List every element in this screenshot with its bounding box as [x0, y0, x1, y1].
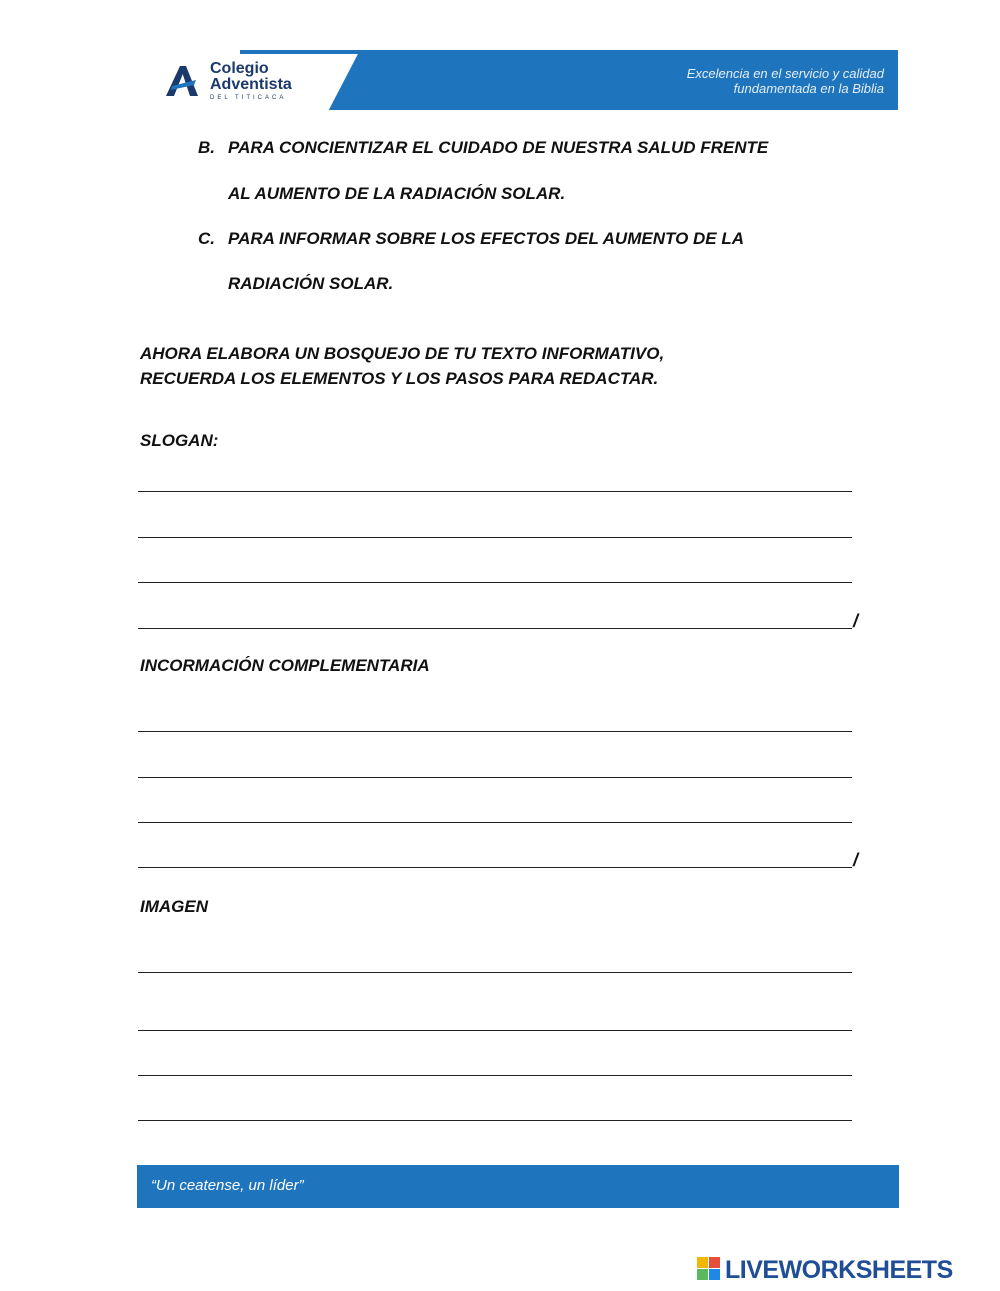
- image-answer-line[interactable]: [138, 1030, 852, 1031]
- college-logo-icon: [162, 64, 202, 98]
- logo-accent-stripe: [240, 50, 360, 54]
- college-name-line3: DEL TITICACA: [210, 95, 287, 101]
- liveworksheets-squares-icon: [697, 1257, 721, 1281]
- image-heading: IMAGEN: [140, 897, 208, 916]
- option-b-line1: PARA CONCIENTIZAR EL CUIDADO DE NUESTRA SALUD FRENTE: [228, 138, 769, 157]
- complementary-info-answer-line[interactable]: [138, 867, 852, 868]
- college-name-line2: Adventista: [210, 76, 292, 93]
- complementary-info-answer-line[interactable]: [138, 731, 852, 732]
- image-answer-line[interactable]: [138, 972, 852, 973]
- slogan-answer-line[interactable]: [138, 628, 852, 629]
- complementary-info-answer-line[interactable]: [138, 777, 852, 778]
- image-answer-line[interactable]: [138, 1075, 852, 1076]
- lw-square: [697, 1269, 708, 1280]
- option-c-line1: PARA INFORMAR SOBRE LOS EFECTOS DEL AUMENTO DE LA: [228, 229, 745, 248]
- lw-square: [697, 1257, 708, 1268]
- motto-line2: fundamentada en la Biblia: [733, 81, 884, 96]
- slogan-end-mark: /: [853, 611, 859, 631]
- slogan-answer-line[interactable]: [138, 491, 852, 492]
- slogan-heading: SLOGAN:: [140, 431, 219, 450]
- college-name-line1: Colegio: [210, 60, 269, 77]
- image-answer-line[interactable]: [138, 1120, 852, 1121]
- footer-band: [137, 1165, 899, 1208]
- complementary-info-heading: INCORMACIÓN COMPLEMENTARIA: [140, 656, 430, 675]
- footer-quote: “Un ceatense, un líder”: [151, 1177, 304, 1194]
- option-c-line2: RADIACIÓN SOLAR.: [228, 274, 394, 293]
- option-c-letter: C.: [198, 229, 215, 248]
- header-motto: [687, 66, 884, 96]
- complementary-info-end-mark: /: [853, 850, 859, 870]
- motto-line1: Excelencia en el servicio y calidad: [686, 66, 884, 81]
- instructions-line1: AHORA ELABORA UN BOSQUEJO DE TU TEXTO INFORMATIVO,: [140, 344, 665, 363]
- slogan-answer-line[interactable]: [138, 537, 852, 538]
- instructions-line2: RECUERDA LOS ELEMENTOS Y LOS PASOS PARA REDACTAR.: [140, 369, 659, 388]
- lw-square: [709, 1269, 720, 1280]
- option-b-line2: AL AUMENTO DE LA RADIACIÓN SOLAR.: [228, 184, 566, 203]
- liveworksheets-wordmark: LIVEWORKSHEETS: [725, 1256, 953, 1284]
- complementary-info-answer-line[interactable]: [138, 822, 852, 823]
- option-b-letter: B.: [198, 138, 215, 157]
- lw-square: [709, 1257, 720, 1268]
- header-banner: [100, 50, 898, 110]
- college-name: [210, 61, 292, 102]
- slogan-answer-line[interactable]: [138, 582, 852, 583]
